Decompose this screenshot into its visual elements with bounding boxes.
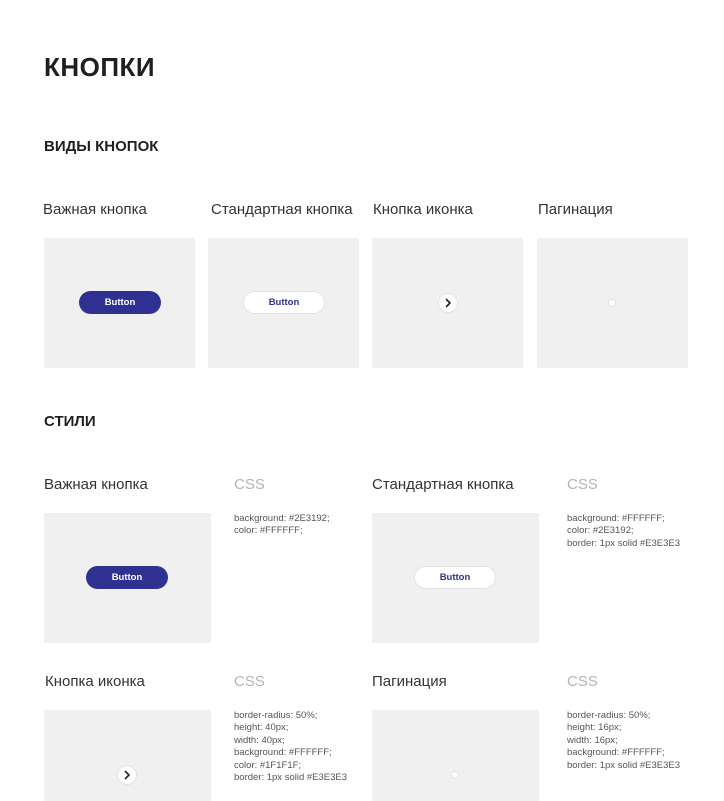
standard-button-sample[interactable]: Button [414,566,496,589]
pagination-dot[interactable] [608,299,616,307]
style-label-standard: Стандартная кнопка [372,476,514,493]
style-label-primary: Важная кнопка [44,476,148,493]
style-panel-icon [44,710,211,801]
css-label-icon: CSS [234,673,265,690]
type-panel-icon [372,238,523,368]
css-label-standard: CSS [567,476,598,493]
style-panel-standard [372,513,539,643]
style-panel-primary [44,513,211,643]
primary-button-sample[interactable]: Button [86,566,168,589]
pagination-dot-sample[interactable] [451,771,459,779]
icon-button-sample[interactable] [117,765,137,785]
css-code-primary: background: #2E3192; color: #FFFFFF; [234,513,330,537]
type-panel-primary [44,238,195,368]
css-code-icon: border-radius: 50%; height: 40px; width: 40px; background: #FFFFFF; color: #1F1F1F; border: 1px solid #E3E3E3 [234,710,348,784]
type-label-pagination: Пагинация [538,201,613,218]
page-title: КНОПКИ [44,52,156,82]
style-panel-pagination [372,710,539,801]
standard-button[interactable]: Button [243,291,325,314]
css-label-primary: CSS [234,476,265,493]
style-label-pagination: Пагинация [372,673,447,690]
type-panel-standard [208,238,359,368]
type-panel-pagination [537,238,688,368]
type-label-primary: Важная кнопка [43,201,147,218]
type-label-standard: Стандартная кнопка [211,201,353,218]
chevron-right-icon [122,770,132,780]
css-code-pagination: border-radius: 50%; height: 16px; width: 16px; background: #FFFFFF; border: 1px solid #E3E3E3 [567,710,681,771]
css-code-standard: background: #FFFFFF; color: #2E3192; border: 1px solid #E3E3E3 [567,513,681,549]
chevron-right-icon [443,298,453,308]
icon-button[interactable] [438,293,458,313]
primary-button[interactable]: Button [79,291,161,314]
style-label-icon: Кнопка иконка [45,673,145,690]
css-label-pagination: CSS [567,673,598,690]
type-label-icon: Кнопка иконка [373,201,473,218]
types-heading: ВИДЫ КНОПОК [44,138,159,155]
styles-heading: СТИЛИ [44,413,96,430]
